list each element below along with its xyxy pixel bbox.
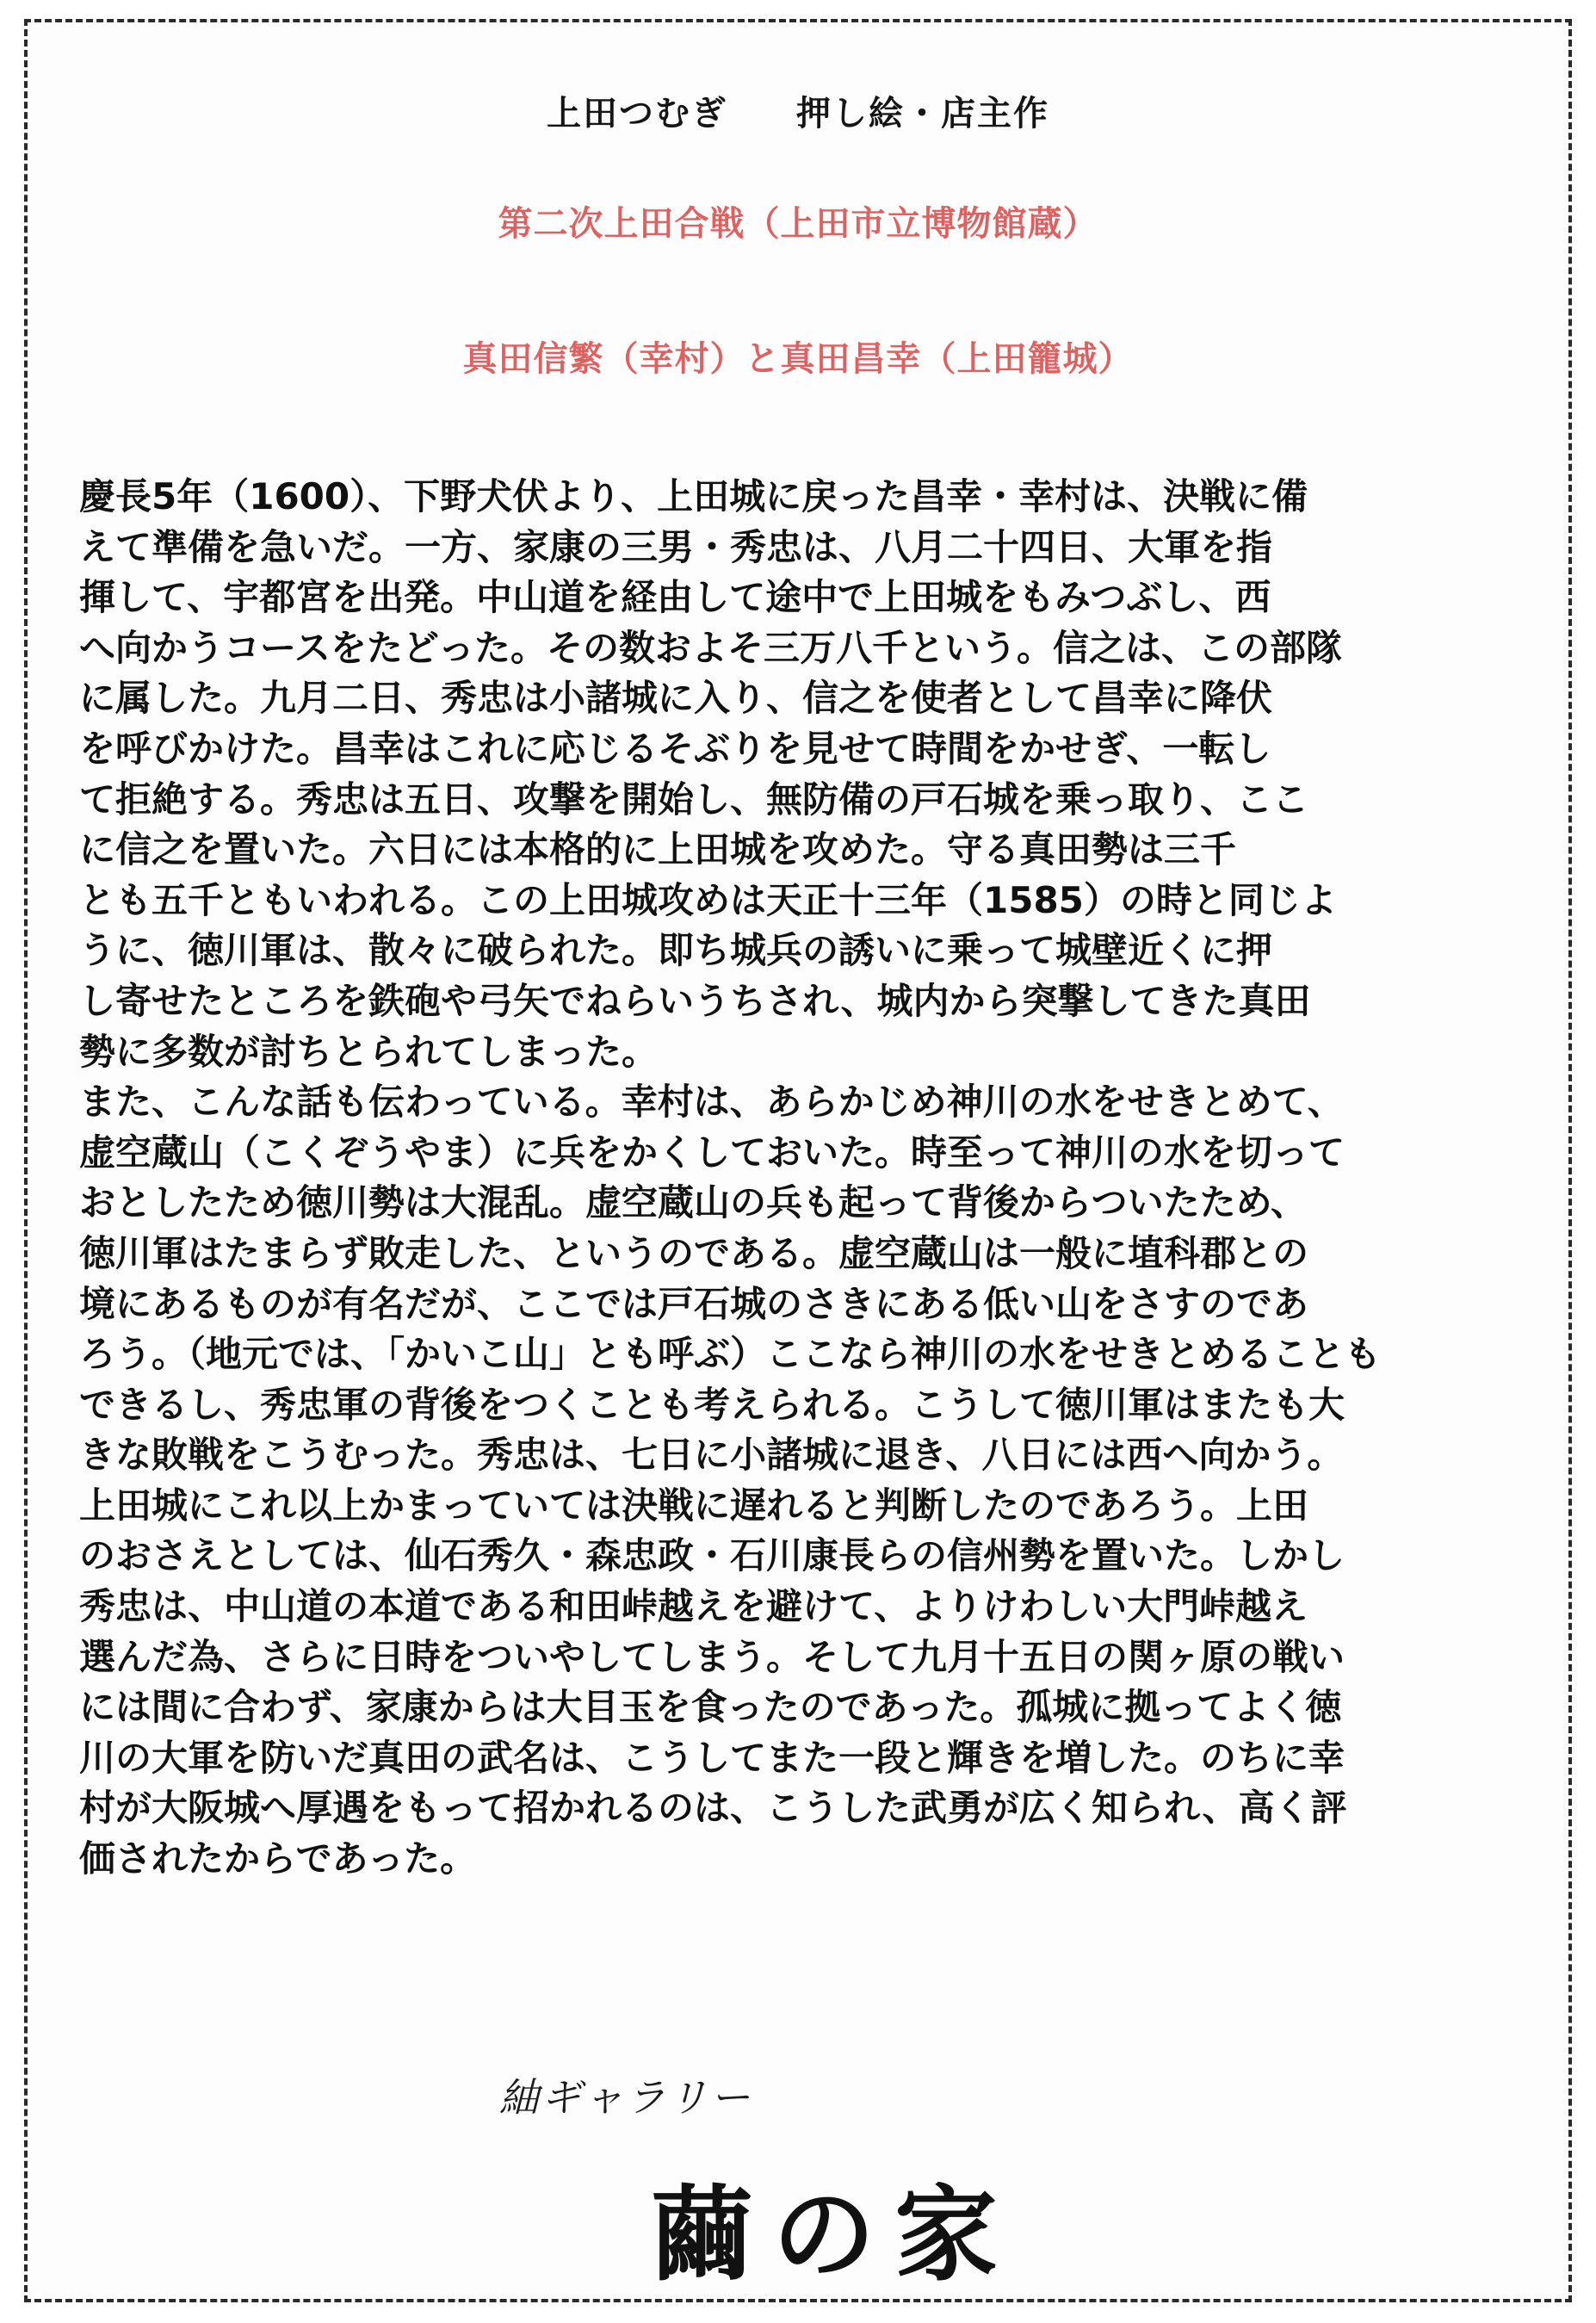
body-line: 選んだ為、さらに日時をついやしてしまう。そして九月十五日の関ヶ原の戦い <box>79 1635 1345 1678</box>
body-line: を呼びかけた。昌幸はこれに応じるそぶりを見せて時間をかせぎ、一転し <box>79 727 1271 770</box>
body-line: へ向かうコースをたどった。その数およそ三万八千という。信之は、この部隊 <box>79 626 1343 669</box>
body-text <box>79 472 1525 1885</box>
page-title <box>0 86 1596 135</box>
title-part-2: 押し絵・店主作 <box>796 94 1049 133</box>
body-line: 秀忠は、中山道の本道である和田峠越えを避けて、よりけわしい大門峠越え <box>79 1585 1308 1628</box>
title-part-1: 上田つむぎ <box>547 94 727 133</box>
body-line: きな敗戦をこうむった。秀忠は、七日に小諸城に退き、八日には西へ向かう。 <box>79 1434 1344 1477</box>
body-line: えて準備を急いだ。一方、家康の三男・秀忠は、八月二十四日、大軍を指 <box>79 525 1273 568</box>
body-line: て拒絶する。秀忠は五日、攻撃を開始し、無防備の戸石城を乗っ取り、ここ <box>79 777 1309 821</box>
body-line: おとしたため徳川勢は大混乱。虚空蔵山の兵も起って背後からついたため、 <box>79 1181 1307 1224</box>
body-line: とも五千ともいわれる。この上田城攻めは天正十三年（1585）の時と同じよ <box>79 878 1337 921</box>
gallery-label: 紬ギャラリー <box>499 2074 752 2121</box>
shop-name-logo: 繭の家 <box>650 2174 1017 2295</box>
body-line: し寄せたところを鉄砲や弓矢でねらいうちされ、城内から突撃してきた真田 <box>79 979 1311 1022</box>
body-line: ろう。（地元では、「かいこ山」とも呼ぶ）ここなら神川の水をせきとめることも <box>79 1333 1382 1376</box>
body-line: 勢に多数が討ちとられてしまった。 <box>79 1030 659 1073</box>
body-line: のおさえとしては、仙石秀久・森忠政・石川康長らの信州勢を置いた。しかし <box>79 1534 1345 1577</box>
body-line: 虚空蔵山（こくぞうやま）に兵をかくしておいた。時至って神川の水を切って <box>79 1131 1345 1174</box>
body-line: 徳川軍はたまらず敗走した、というのである。虚空蔵山は一般に埴科郡との <box>79 1231 1309 1274</box>
body-line: 価されたからであった。 <box>79 1837 477 1880</box>
body-line: 揮して、宇都宮を出発。中山道を経由して途中で上田城をもみつぶし、西 <box>79 576 1271 619</box>
body-line: また、こんな話も伝わっている。幸村は、あらかじめ神川の水をせきとめて、 <box>79 1081 1344 1124</box>
body-line: には間に合わず、家康からは大目玉を食ったのであった。孤城に拠ってよく徳 <box>79 1686 1342 1729</box>
body-line: 村が大阪城へ厚遇をもって招かれるのは、こうした武勇が広く知られ、高く評 <box>79 1787 1347 1830</box>
body-line: 上田城にこれ以上かまっていては決戦に遅れると判断したのであろう。上田 <box>79 1484 1309 1527</box>
subtitle-figures: 真田信繁（幸村）と真田昌幸（上田籠城） <box>462 339 1134 379</box>
body-line: に属した。九月二日、秀忠は小諸城に入り、信之を使者として昌幸に降伏 <box>79 677 1273 720</box>
body-line: 川の大軍を防いだ真田の武名は、こうしてまた一段と輝きを増した。のちに幸 <box>79 1736 1345 1779</box>
body-line: できるし、秀忠軍の背後をつくことも考えられる。こうして徳川軍はまたも大 <box>79 1383 1345 1426</box>
body-line: うに、徳川軍は、散々に破られた。即ち城兵の誘いに乗って城壁近くに押 <box>79 929 1273 972</box>
body-line: 慶長5年（1600）、下野犬伏より、上田城に戻った昌幸・幸村は、決戦に備 <box>79 475 1308 517</box>
body-line: 境にあるものが有名だが、ここでは戸石城のさきにある低い山をさすのであ <box>79 1282 1309 1325</box>
subtitle-battle: 第二次上田合戦（上田市立博物館蔵） <box>498 204 1098 244</box>
body-line: に信之を置いた。六日には本格的に上田城を攻めた。守る真田勢は三千 <box>79 828 1237 871</box>
